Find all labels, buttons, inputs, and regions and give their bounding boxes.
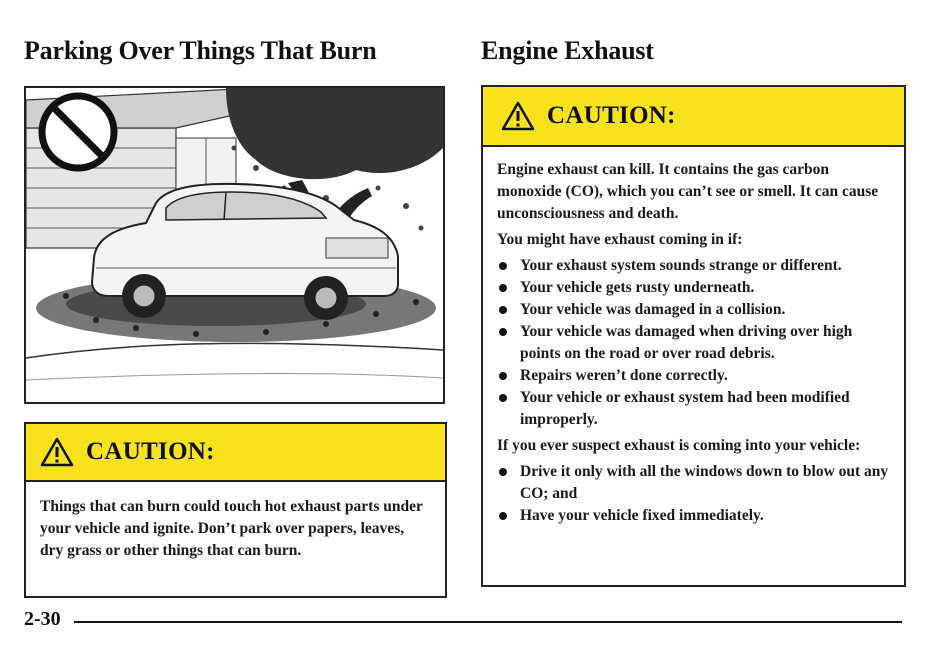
list-item: Your exhaust system sounds strange or different. — [497, 255, 890, 277]
exhaust-caution-box — [481, 85, 906, 587]
parking-caution-box — [24, 422, 447, 598]
warning-triangle-icon — [501, 101, 535, 131]
exhaust-suspect-intro: If you ever suspect exhaust is coming into your vehicle: — [497, 437, 861, 454]
caution-header — [26, 424, 445, 482]
exhaust-intro-text: Engine exhaust can kill. It contains the gas carbon monoxide (CO), which you can’t see or smell. It can cause unconsciousness and death. — [497, 161, 879, 222]
caution-header — [483, 87, 904, 147]
list-item: Repairs weren’t done correctly. — [497, 365, 890, 387]
list-item: Your vehicle or exhaust system had been modified improperly. — [497, 387, 890, 431]
parking-illustration — [24, 86, 445, 404]
section-heading-parking: Parking Over Things That Burn — [24, 36, 377, 65]
list-item: Your vehicle gets rusty underneath. — [497, 277, 890, 299]
car-over-leaves-drawing — [26, 88, 443, 402]
no-parking-prohibition-icon — [42, 96, 114, 168]
caution-label: CAUTION: — [86, 438, 215, 465]
footer-divider — [74, 621, 902, 623]
parking-caution-text: Things that can burn could touch hot exhaust parts under your vehicle and ignite. Don’t park over papers, leaves, dry grass or other things that can burn. — [40, 498, 423, 559]
list-item: Drive it only with all the windows down to blow out any CO; and — [497, 461, 890, 505]
exhaust-causes-list — [497, 255, 890, 431]
section-heading-engine-exhaust: Engine Exhaust — [481, 36, 654, 65]
list-item: Have your vehicle fixed immediately. — [497, 505, 890, 527]
caution-label: CAUTION: — [547, 102, 676, 129]
list-item: Your vehicle was damaged in a collision. — [497, 299, 890, 321]
page-number: 2-30 — [24, 608, 61, 630]
exhaust-actions-list — [497, 461, 890, 527]
exhaust-list-intro: You might have exhaust coming in if: — [497, 231, 743, 248]
list-item: Your vehicle was damaged when driving over high points on the road or over road debris. — [497, 321, 890, 365]
warning-triangle-icon — [40, 437, 74, 467]
